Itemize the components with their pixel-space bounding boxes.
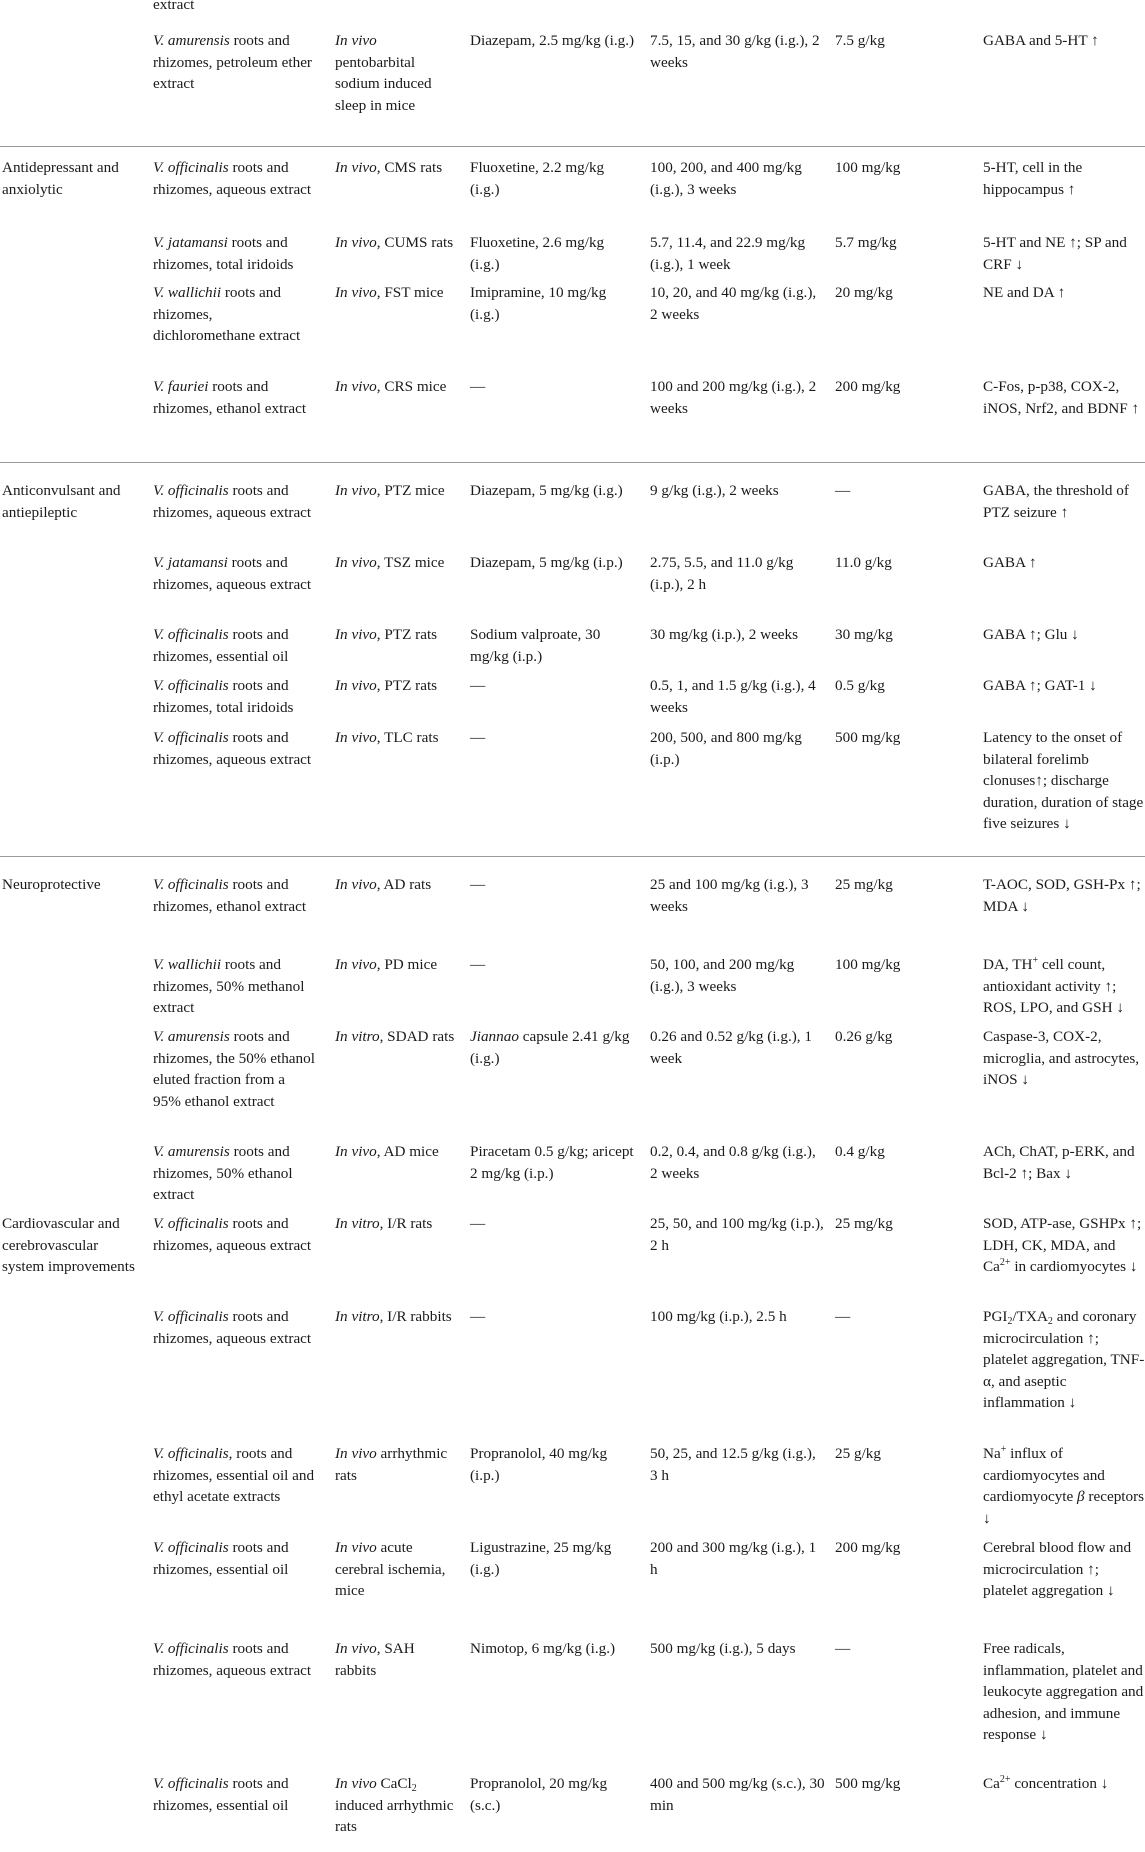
effective-dose-cell: — [835,1640,851,1657]
model-cell: In vitro, I/R rats [335,1215,433,1232]
model-cell: In vivo acute cerebral ischemia, mice [335,1539,446,1599]
category-cell: Antidepressant and anxiolytic [2,159,119,198]
dose-cell: 200, 500, and 800 mg/kg (i.p.) [650,729,802,768]
effect-cell: GABA ↑; GAT-1 ↓ [983,677,1097,694]
positive-control-cell: — [470,677,486,694]
model-cell: In vivo, TSZ mice [335,554,445,571]
effect-cell: GABA ↑ [983,554,1037,571]
effective-dose-cell: 30 mg/kg [835,626,893,643]
dose-cell: 30 mg/kg (i.p.), 2 weeks [650,626,799,643]
dose-cell: 500 mg/kg (i.g.), 5 days [650,1640,796,1657]
effect-cell: Na+ influx of cardiomyocytes and cardiomyocyte β receptors ↓ [983,1444,1145,1527]
source-cell: V. officinalis roots and rhizomes, essential oil [153,1539,289,1578]
section-divider [0,462,1145,463]
dose-cell: 50, 25, and 12.5 g/kg (i.g.), 3 h [650,1445,816,1484]
dose-cell: 7.5, 15, and 30 g/kg (i.g.), 2 weeks [650,32,820,71]
positive-control-cell: — [470,729,486,746]
category-cell: Neuroprotective [2,876,101,893]
effective-dose-cell: 11.0 g/kg [835,554,892,571]
positive-control-cell: — [470,378,486,395]
effective-dose-cell: 200 mg/kg [835,378,901,395]
effective-dose-cell: 5.7 mg/kg [835,234,897,251]
positive-control-cell: — [470,1215,486,1232]
source-cell: V. officinalis roots and rhizomes, aqueous extract [153,1640,312,1679]
dose-cell: 25, 50, and 100 mg/kg (i.p.), 2 h [650,1215,824,1254]
source-cell: V. officinalis roots and rhizomes, essential oil [153,626,289,665]
effect-cell: NE and DA ↑ [983,284,1066,301]
dose-cell: 10, 20, and 40 mg/kg (i.g.), 2 weeks [650,284,817,323]
positive-control-cell: Fluoxetine, 2.2 mg/kg (i.g.) [470,159,605,198]
source-cell: V. jatamansi roots and rhizomes, aqueous extract [153,554,312,593]
source-cell: V. amurensis roots and rhizomes, petroleum ether extract [153,32,312,92]
effective-dose-cell: 100 mg/kg [835,159,901,176]
source-cell: V. officinalis roots and rhizomes, essential oil [153,1775,289,1814]
source-cell: V. officinalis roots and rhizomes, aqueous extract [153,1215,312,1254]
effective-dose-cell: 25 mg/kg [835,1215,893,1232]
effect-cell: ACh, ChAT, p-ERK, and Bcl-2 ↑; Bax ↓ [983,1143,1135,1182]
effect-cell: T-AOC, SOD, GSH-Px ↑; MDA ↓ [983,876,1141,915]
positive-control-cell: Diazepam, 5 mg/kg (i.g.) [470,482,623,499]
model-cell: In vivo, PD mice [335,956,438,973]
source-cell: V. officinalis roots and rhizomes, aqueous extract [153,1308,312,1347]
model-cell: In vitro, SDAD rats [335,1028,455,1045]
effect-cell: Free radicals, inflammation, platelet and leukocyte aggregation and adhesion, and immune response ↓ [983,1640,1144,1743]
section-divider [0,856,1145,857]
positive-control-cell: Sodium valproate, 30 mg/kg (i.p.) [470,626,601,665]
positive-control-cell: — [470,956,486,973]
positive-control-cell: Diazepam, 5 mg/kg (i.p.) [470,554,623,571]
source-cell: V. fauriei roots and rhizomes, ethanol extract [153,378,307,417]
section-divider [0,146,1145,147]
effect-cell: Cerebral blood flow and microcirculation ↑; platelet aggregation ↓ [983,1539,1132,1599]
effect-cell: 5-HT and NE ↑; SP and CRF ↓ [983,234,1127,273]
effective-dose-cell: 0.4 g/kg [835,1143,885,1160]
model-cell: In vivo, AD mice [335,1143,439,1160]
positive-control-cell: Ligustrazine, 25 mg/kg (i.g.) [470,1539,612,1578]
source-cell: V. officinalis, roots and rhizomes, essential oil and ethyl acetate extracts [153,1445,315,1505]
dose-cell: 0.5, 1, and 1.5 g/kg (i.g.), 4 weeks [650,677,816,716]
model-cell: In vivo, PTZ rats [335,677,438,694]
effective-dose-cell: 0.26 g/kg [835,1028,893,1045]
effective-dose-cell: 500 mg/kg [835,729,901,746]
effective-dose-cell: 20 mg/kg [835,284,893,301]
category-cell: Anticonvulsant and antiepileptic [2,482,121,521]
model-cell: In vivo, TLC rats [335,729,439,746]
effective-dose-cell: 25 mg/kg [835,876,893,893]
model-cell: In vivo, CMS rats [335,159,443,176]
dose-cell: 200 and 300 mg/kg (i.g.), 1 h [650,1539,817,1578]
source-cell: V. officinalis roots and rhizomes, aqueous extract [153,159,312,198]
positive-control-cell: Propranolol, 20 mg/kg (s.c.) [470,1775,608,1814]
dose-cell: 0.26 and 0.52 g/kg (i.g.), 1 week [650,1028,812,1067]
dose-cell: 100, 200, and 400 mg/kg (i.g.), 3 weeks [650,159,802,198]
effective-dose-cell: 25 g/kg [835,1445,881,1462]
effect-cell: Caspase-3, COX-2, microglia, and astrocytes, iNOS ↓ [983,1028,1140,1088]
source-cell: V. amurensis roots and rhizomes, the 50% ethanol eluted fraction from a 95% ethanol extract [153,1028,315,1110]
source-cell: V. wallichii roots and rhizomes, 50% methanol extract [153,956,305,1016]
dose-cell: 5.7, 11.4, and 22.9 mg/kg (i.g.), 1 week [650,234,806,273]
positive-control-cell: — [470,876,486,893]
effective-dose-cell: 7.5 g/kg [835,32,885,49]
positive-control-cell: Propranolol, 40 mg/kg (i.p.) [470,1445,608,1484]
positive-control-cell: Nimotop, 6 mg/kg (i.g.) [470,1640,616,1657]
model-cell: In vivo arrhythmic rats [335,1445,448,1484]
dose-cell: 50, 100, and 200 mg/kg (i.g.), 3 weeks [650,956,795,995]
effect-cell: $PGI_2/TXA_2$ and coronary microcirculation ↑; platelet aggregation, TNF-α, and aseptic inflammation ↓ [983,1308,1145,1411]
positive-control-cell: Imipramine, 10 mg/kg (i.g.) [470,284,607,323]
model-cell: In vivo, SAH rabbits [335,1640,415,1679]
source-cell: V. officinalis roots and rhizomes, ethanol extract [153,876,307,915]
source-cell: V. amurensis roots and rhizomes, 50% ethanol extract [153,1143,293,1203]
effective-dose-cell: — [835,482,851,499]
effective-dose-cell: 500 mg/kg [835,1775,901,1792]
effect-cell: GABA ↑; Glu ↓ [983,626,1079,643]
effective-dose-cell: 200 mg/kg [835,1539,901,1556]
positive-control-cell: Piracetam 0.5 g/kg; aricept 2 mg/kg (i.p.) [470,1143,634,1182]
model-cell: In vivo, CRS mice [335,378,447,395]
effect-cell: $Ca^{2+}$ concentration ↓ [983,1774,1109,1792]
model-cell: In vivo, CUMS rats [335,234,454,251]
top-cut-text: extract [153,0,195,13]
model-cell: In vitro, I/R rabbits [335,1308,452,1325]
effective-dose-cell: 0.5 g/kg [835,677,885,694]
positive-control-cell: — [470,1308,486,1325]
effect-cell: GABA and 5-HT ↑ [983,32,1099,49]
model-cell: In vivo, PTZ mice [335,482,445,499]
positive-control-cell: Fluoxetine, 2.6 mg/kg (i.g.) [470,234,605,273]
source-cell: V. officinalis roots and rhizomes, aqueous extract [153,482,312,521]
dose-cell: 25 and 100 mg/kg (i.g.), 3 weeks [650,876,809,915]
effect-cell: DA, TH+ cell count, antioxidant activity ↑; ROS, LPO, and GSH ↓ [983,955,1124,1016]
source-cell: V. wallichii roots and rhizomes, dichloromethane extract [153,284,301,344]
dose-cell: 100 and 200 mg/kg (i.g.), 2 weeks [650,378,817,417]
positive-control-cell: Jiannao capsule 2.41 g/kg (i.g.) [470,1028,630,1067]
dose-cell: 2.75, 5.5, and 11.0 g/kg (i.p.), 2 h [650,554,794,593]
model-cell: In vivo pentobarbital sodium induced sleep in mice [335,32,432,114]
effect-cell: 5-HT, cell in the hippocampus ↑ [983,159,1083,198]
positive-control-cell: Diazepam, 2.5 mg/kg (i.g.) [470,32,635,49]
dose-cell: 400 and 500 mg/kg (s.c.), 30 min [650,1775,825,1814]
category-cell: Cardiovascular and cerebrovascular system improvements [2,1215,135,1275]
source-cell: V. officinalis roots and rhizomes, total iridoids [153,677,294,716]
effect-cell: SOD, ATP-ase, GSHPx ↑; LDH, CK, MDA, and $Ca^{2+}$ in cardiomyocytes ↓ [983,1215,1142,1275]
effective-dose-cell: 100 mg/kg [835,956,901,973]
effect-cell: C-Fos, p-p38, COX-2, iNOS, Nrf2, and BDNF ↑ [983,378,1140,417]
effect-cell: GABA, the threshold of PTZ seizure ↑ [983,482,1129,521]
dose-cell: 9 g/kg (i.g.), 2 weeks [650,482,779,499]
model-cell: In vivo, PTZ rats [335,626,438,643]
effect-cell: Latency to the onset of bilateral forelimb clonuses↑; discharge duration, duration of stage five seizures ↓ [983,729,1144,832]
source-cell: V. jatamansi roots and rhizomes, total iridoids [153,234,294,273]
effective-dose-cell: — [835,1308,851,1325]
model-cell: In vivo CaCl$_2$ induced arrhythmic rats [335,1775,454,1835]
source-cell: V. officinalis roots and rhizomes, aqueous extract [153,729,312,768]
model-cell: In vivo, FST mice [335,284,444,301]
dose-cell: 0.2, 0.4, and 0.8 g/kg (i.g.), 2 weeks [650,1143,816,1182]
model-cell: In vivo, AD rats [335,876,432,893]
dose-cell: 100 mg/kg (i.p.), 2.5 h [650,1308,787,1325]
